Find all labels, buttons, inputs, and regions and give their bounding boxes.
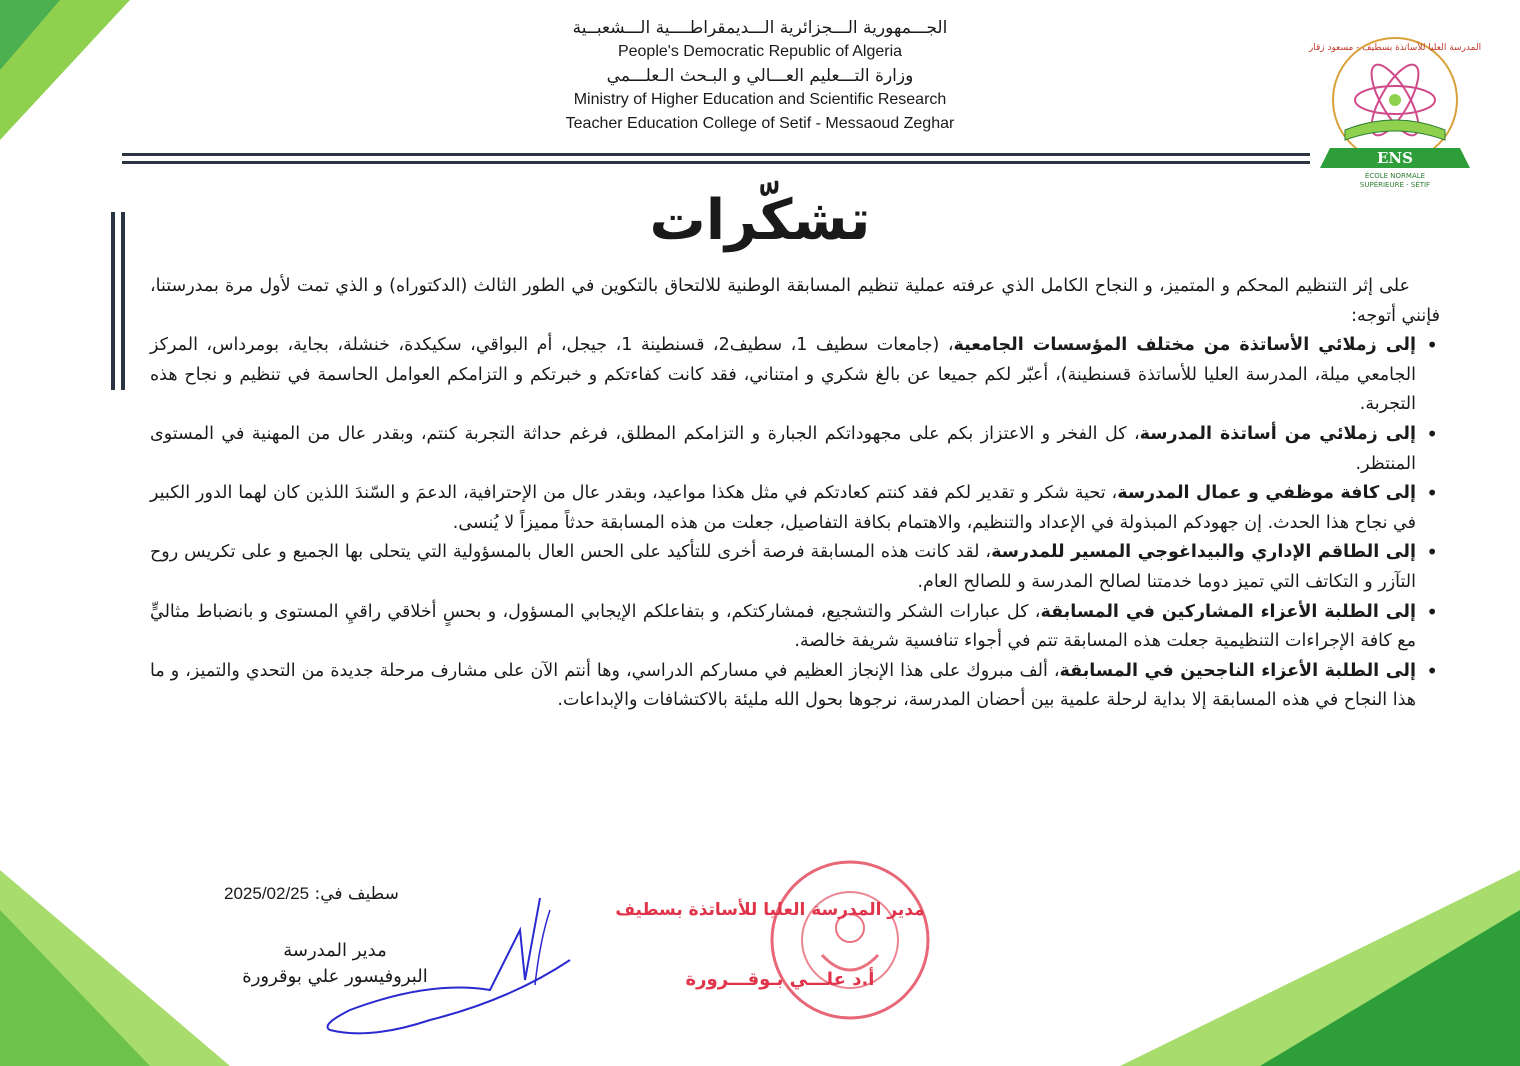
logo-ring-text: المدرسة العليا للأساتذة بسطيف - مسعود زقار: [1308, 43, 1482, 53]
left-margin-rule-2: [121, 212, 125, 390]
date-value: 2025/02/25: [224, 884, 310, 903]
list-item: [150, 598, 1416, 657]
signatory-role: مدير المدرسة: [283, 940, 387, 961]
item-text: ، ألف مبروك على هذا الإنجاز العظيم في مساركم الدراسي، وها أنتم الآن على مشارف مرحلة جديدة من التحدي والتميز، و ما هذا النجاح في هذه المسابقة إلا بداية لرحلة علمية بين أحضان المدرسة، نرجوها بحول الله مليئة بالاكتشافات والإبداعات.: [150, 660, 1416, 711]
handwritten-signature: [310, 890, 610, 1040]
school-logo: [1300, 30, 1490, 200]
logo-badge-sub1: ÉCOLE NORMALE: [1364, 172, 1426, 180]
stamp-title: مدير المدرسة العليا للأساتذة بسطيف: [615, 900, 925, 920]
item-text: ، (جامعات سطيف 1، سطيف2، قسنطينة 1، جيجل، أم البواقي، سكيكدة، خنشلة، بجاية، بومرداس، المركز الجامعي ميلة، المدرسة العليا للأساتذة قسنطينة)، أعبّر لكم جميعا عن بالغ شكري و امتناني، فقد كانت كفاءتكم و خبرتكم و التزامكم العوامل الحاسمة في تنظيم و نجاح هذه التجربة.: [150, 335, 1416, 415]
bottom-left-corner-decoration: [0, 870, 240, 1066]
letter-body: [150, 272, 1440, 716]
header-divider-top: [122, 153, 1310, 156]
thanks-list: [150, 331, 1440, 716]
ministry-name-arabic: وزارة التـــعليم العـــالي و البـحث الـعلـــمي: [606, 66, 914, 86]
item-text: ، كل الفخر و الاعتزاز بكم على مجهوداتكم الجبارة و التزامكم المطلق، فرغم حداثة التجربة كنتم، وبقدر عال من المهنية في المستوى المنتظر.: [150, 423, 1416, 474]
header-divider-bottom: [122, 161, 1310, 164]
item-lead: إلى كافة موظفي و عمال المدرسة: [1117, 483, 1417, 504]
ministry-name-english: Ministry of Higher Education and Scientific Research: [573, 91, 947, 108]
intro-paragraph: على إثر التنظيم المحكم و المتميز، و النجاح الكامل الذي عرفته عملية تنظيم المسابقة الوطنية للالتحاق بالتكوين في الطور الثالث (الدكتوراه) و الذي تمت لأول مرة بمدرستنا، فإنني أتوجه:: [150, 276, 1440, 326]
item-lead: إلى زملائي الأساتذة من مختلف المؤسسات الجامعية: [953, 335, 1416, 356]
left-margin-rule-1: [111, 212, 115, 390]
item-lead: إلى زملائي من أساتذة المدرسة: [1139, 423, 1416, 444]
top-left-corner-decoration: [0, 0, 140, 150]
item-lead: إلى الطلبة الأعزاء المشاركين في المسابقة: [1040, 601, 1416, 622]
country-name-english: People's Democratic Republic of Algeria: [617, 43, 903, 60]
logo-badge-sub2: SUPÉRIEURE - SÉTIF: [1359, 181, 1431, 189]
date-label: سطيف في:: [314, 884, 399, 904]
list-item: [150, 420, 1416, 479]
item-text: ، كل عبارات الشكر والتشجيع، فمشاركتكم، و بتفاعلكم الإيجابي المسؤول، و بحسٍ أخلاقي راقيِ المستوى و بانضباط مثاليٍّ مع كافة الإجراءات التنظيمية جعلت هذه المسابقة تتم في أجواء تنافسية شريفة خالصة.: [150, 601, 1416, 652]
item-text: ، تحية شكر و تقدير لكم فقد كنتم كعادتكم في مثل هكذا مواعيد، وبقدر عال من الإحترافية، الدعمَ و السّندَ اللذين كان لهما الدور الكبير في نجاح هذا الحدث. إن جهودكم المبذولة في الإعداد والتنظيم، والاهتمام بكافة التفاصيل، جعلت من هذه المسابقة حدثاً مميزاً لا يُنسى.: [150, 483, 1416, 533]
item-text: ، لقد كانت هذه المسابقة فرصة أخرى للتأكيد على الحس العال بالمسؤولية التي يتحلى بها الجميع و على تكريس روح التآزر و التكاتف التي تميز دوما خدمتنا لصالح المدرسة و للصالح العام.: [150, 542, 1416, 592]
country-name-arabic: الجـــمهورية الـــجزائرية الـــديمقراطــــية الـــشعبــية: [572, 18, 948, 38]
list-item: [150, 538, 1416, 597]
item-lead: إلى الطلبة الأعزاء الناجحين في المسابقة: [1059, 660, 1417, 681]
letterhead: [470, 16, 1050, 136]
logo-badge-text: ENS: [1377, 149, 1413, 167]
bottom-right-corner-decoration: [1100, 870, 1520, 1066]
stamp-name: أ.د علـــي بـوقـــرورة: [685, 969, 875, 990]
college-name-english: Teacher Education College of Setif - Messaoud Zeghar: [565, 115, 955, 132]
list-item: [150, 657, 1416, 716]
page-title: تشكّرات: [649, 188, 871, 253]
signatory-name: البروفيسور علي بوقرورة: [242, 966, 428, 987]
list-item: [150, 331, 1416, 420]
item-lead: إلى الطاقم الإداري والبيداغوجي المسير للمدرسة: [991, 542, 1417, 563]
list-item: [150, 479, 1416, 538]
